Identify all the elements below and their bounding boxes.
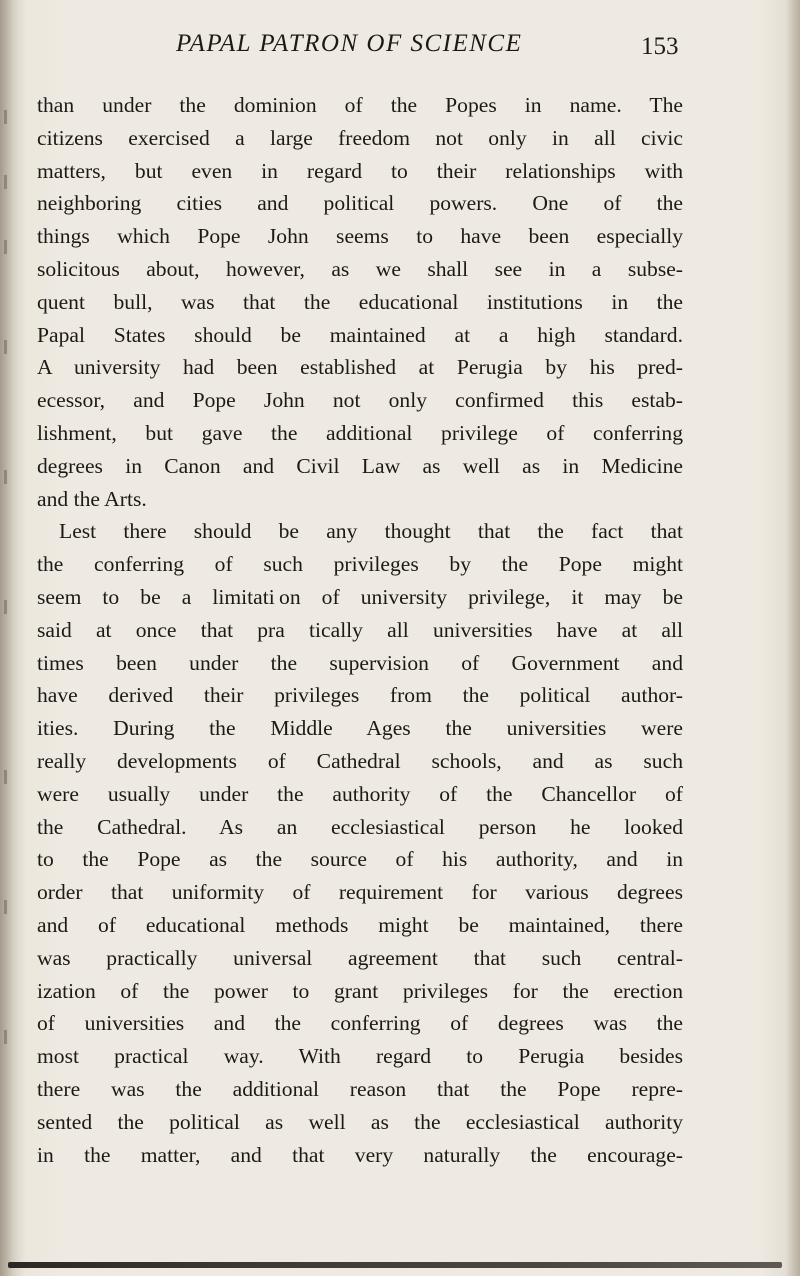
text-line: was practically universal agreement that such central- xyxy=(37,945,683,970)
text-line: seem to be a limitati on of university privilege, it may be xyxy=(37,584,683,609)
text-line: there was the additional reason that the Pope repre- xyxy=(37,1076,683,1101)
text-line: matters, but even in regard to their relationships with xyxy=(37,158,683,183)
text-line: degrees in Canon and Civil Law as well as in Medicine xyxy=(37,453,683,478)
gutter-mark xyxy=(4,770,7,784)
gutter-mark xyxy=(4,175,7,189)
body-text xyxy=(37,89,683,1171)
text-line: to the Pope as the source of his authority, and in xyxy=(37,847,683,872)
text-line: in the matter, and that very naturally the encourage- xyxy=(37,1142,683,1167)
gutter-mark xyxy=(4,470,7,484)
text-line: things which Pope John seems to have been especially xyxy=(37,224,683,249)
text-line: neighboring cities and political powers. One of the xyxy=(37,191,683,216)
text-line: of universities and the conferring of degrees was the xyxy=(37,1011,683,1036)
text-line: have derived their privileges from the political author- xyxy=(37,683,683,708)
text-line: really developments of Cathedral schools, and as such xyxy=(37,748,683,773)
text-line: citizens exercised a large freedom not only in all civic xyxy=(37,125,683,150)
page-edge-shadow xyxy=(786,0,800,1276)
gutter-mark xyxy=(4,1030,7,1044)
text-line: the Cathedral. As an ecclesiastical person he looked xyxy=(37,814,683,839)
text-line: ities. During the Middle Ages the universities were xyxy=(37,716,683,741)
text-line: Papal States should be maintained at a high standard. xyxy=(37,322,683,347)
text-line: quent bull, was that the educational institutions in the xyxy=(37,289,683,314)
text-line: order that uniformity of requirement for various degrees xyxy=(37,880,683,905)
paragraph-start-line: Lest there should be any thought that the fact that xyxy=(59,519,683,544)
text-line: and of educational methods might be maintained, there xyxy=(37,912,683,937)
text-line: said at once that pra tically all universities have at all xyxy=(37,617,683,642)
page-number: 153 xyxy=(641,33,679,60)
text-line: ization of the power to grant privileges for the erection xyxy=(37,978,683,1003)
gutter-mark xyxy=(4,600,7,614)
gutter-mark xyxy=(4,110,7,124)
binding-shadow xyxy=(0,0,26,1276)
gutter-mark xyxy=(4,340,7,354)
text-line: sented the political as well as the ecclesiastical authority xyxy=(37,1109,683,1134)
text-line: lishment, but gave the additional privilege of conferring xyxy=(37,420,683,445)
text-line: than under the dominion of the Popes in name. The xyxy=(37,93,683,117)
gutter-mark xyxy=(4,240,7,254)
running-title: PAPAL PATRON OF SCIENCE xyxy=(176,30,523,57)
scan-bottom-edge xyxy=(8,1262,782,1268)
text-line: were usually under the authority of the Chancellor of xyxy=(37,781,683,806)
running-header xyxy=(0,30,800,70)
text-line: ecessor, and Pope John not only confirmed this estab- xyxy=(37,388,683,413)
text-line: A university had been established at Perugia by his pred- xyxy=(37,355,683,380)
text-line: the conferring of such privileges by the Pope might xyxy=(37,552,683,577)
gutter-mark xyxy=(4,900,7,914)
paragraph-end-line: and the Arts. xyxy=(37,486,147,511)
text-line: most practical way. With regard to Perugia besides xyxy=(37,1044,683,1069)
text-line: solicitous about, however, as we shall see in a subse- xyxy=(37,256,683,281)
text-line: times been under the supervision of Government and xyxy=(37,650,683,675)
